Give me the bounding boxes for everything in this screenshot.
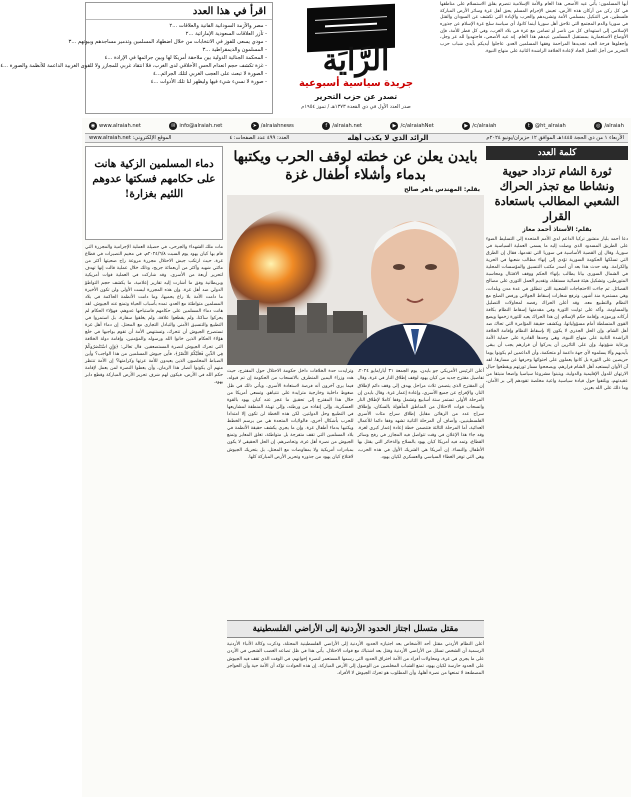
- social-link[interactable]: ▶ /c/alraiah: [462, 122, 496, 130]
- masthead: [277, 2, 435, 114]
- website-link[interactable]: ◉ www.alraiah.net: [90, 123, 141, 129]
- social-link[interactable]: ▶ /c/alraiahNet: [390, 122, 433, 130]
- social-links-bar: [85, 120, 628, 132]
- lead-body-left: وتزايدت حدة الخلافات داخل حكومة الاحتلال حول المقترح، حيث هدد وزراء اليمين المتطرف بالانسحاب من الحكومة إن تم قبوله، فيما يرى آخرون أنه فرصة لاستعادة الأسرى. ويأتي ذلك في ظل ضغوط داخلية وخارجية متزايدة على نتنياهو. وتسعى أمريكا من خلال هذا المقترح إلى تحقيق ما عجز عنه كيان يهود بالقوة العسكرية، وإلى إنقاذه من ورطته، وإلى تهيئة المنطقة لمشاريعها في التطبيع وحل الدولتين. لكن هذه الخطة لن تكون إلا امتدادا للحرب بأشكال أخرى، فالولايات المتحدة هي من يرسم الخطط ويكتبها بدماء أطفال غزة. وإن ما يجري يكشف حقيقة الأنظمة في بلاد المسلمين التي تقف متفرجة بل متواطئة، تغلق المعابر وتمنع الجيوش من نصرة أهل غزة، وتحاصرهم. إن الحل الحقيقي لا يكون بمبادرات أمريكية ولا بمفاوضات مع المحتل، بل بتحريك الجيوش لاقتلاع كيان يهود من جذوره وتحرير الأرض المباركة كلها.: [227, 369, 354, 460]
- lead-article: [227, 146, 484, 794]
- toc-item[interactable]: - مودي يسعى للفوز في الانتخابات من خلال اضطهاد المسلمين وتدمير مساجدهم وبيوتهم ...٣: [68, 39, 267, 46]
- toc-item[interactable]: - المحكمة الجنائية الدولية بين ملاحقة أمريكا لها وبين جرائمها في الإرادة ...٤: [104, 55, 267, 62]
- social-link[interactable]: f /alraiah.net: [322, 122, 362, 130]
- toc-item[interactable]: - مصر والأزمة السودانية الفانية والعلاقات ...٢: [169, 23, 267, 29]
- toc-item[interactable]: - صورة لا نسيء شيء فيها وليظهر لنا تلك الأدوات ...٤: [150, 79, 267, 86]
- lead-byline: بقلم: المهندس باهر صالح: [404, 186, 480, 194]
- toc-item[interactable]: - المسلمون والديمقراطية ...٣: [202, 47, 267, 54]
- opinion-body: مات ملك الشهداء والجرحى، في حصيلة العملية الإجرامية والمجزرة التي قام بها كيان يهود يوم السبت ٢٠٢٤/٦/٨م، في مخيم النصيرات في قطاع غزة، حيث ارتكب جيش الاحتلال مجزرة مروعة راح ضحيتها أكثر من مائتي شهيد وأكثر من أربعمائة جريح، وذلك خلال عملية قالت إنها تهدف لتحرير أربعة من الأسرى. وقد شاركت في العملية قوات أمريكية وبريطانية وفق ما أشارت إليه تقارير إعلامية، ما يكشف حجم التواطؤ الدولي ضد أهل غزة. وإن هذه المجزرة ليست الأولى ولن تكون الأخيرة ما دامت الأمة بلا راع يحميها، وما دامت الأنظمة الحاكمة في بلاد المسلمين متواطئة مع العدو، تمده بأسباب الحياة وتمنع عنه الجيوش. لقد هانت دماء المسلمين على حكامهم فاستباحها عدوهم، فهؤلاء الحكام لم يحركوا ساكنا، ولم يقطعوا علاقة، ولم يغلقوا سفارة، بل استمروا في التطبيع والتنسيق الأمني والتبادل التجاري مع المحتل. إن دماء أهل غزة تستصرخ الجيوش أن تتحرك، وتستنهض الأمة أن تقوم بواجبها في خلع هؤلاء الحكام الذين خانوا الله ورسوله والمؤمنين، وإقامة دولة الخلافة التي تحرك الجيوش لنصرة المستضعفين. قال تعالى: ﴿وَإِنِ اسْتَنْصَرُوكُمْ فِي الدِّينِ فَعَلَيْكُمُ النَّصْرُ﴾، فأين جيوش المسلمين من هذا الواجب؟ وأين الضباط المخلصون الذين يعيدون للأمة عزتها وكرامتها؟ إن الأمة تنتظر منهم أن يكونوا أنصار هذا الزمان، وأن يعطوا النصرة لمن يعمل لإقامة حكم الله في الأرض، فيكون لهم شرف تحرير الأرض المباركة وقطع دابر يهود.: [85, 245, 223, 386]
- issue-info-bar: [85, 133, 628, 143]
- issue-number: العدد: ٤٩٩ عدد الصفحات: ٤: [229, 135, 290, 141]
- opinion-headline-box[interactable]: دماء المسلمين الزكية هانت على حكامهم فسكتها عدوهم اللئيم بغزارة!: [85, 146, 223, 240]
- website-text[interactable]: الموقع الإلكتروني: www.alraiah.net: [89, 135, 172, 141]
- twitter-icon: t: [525, 122, 533, 130]
- instagram-icon: ◎: [596, 123, 601, 129]
- photo-illustration: [227, 195, 484, 365]
- section-band: كلمة العدد: [486, 146, 628, 160]
- lead-body: [227, 368, 484, 616]
- eid-intro-text: أيها المسلمون: يأتي عيد الأضحى هذا العام والأمة الإسلامية تنضرم بقلق الاستسلام على مناطقها في كل ركن من أركان هذه الأرض، تعيش الإجرام المسلم يحق أهل غزة وسائر الأرض المباركة فلسطين، في التنكيل بمسلمي الأمة وتشريدهم والحرب والإبادة التي تكشف عن السودان والقتل في سوريا والدم المجتمع التي تلاحق أهل سوريا أينما كانوا، أي سياسة سلخ غزة الإسلام عن جذوره الإسلامي إلى استهداف كل من ناصر أو تضامن مع غزة في بلاد الغرب، وفي كل قطر للأمة، فإن الأوضاع الاستعمارية بمستقبل المسلمين عيدهم هذا العام. إنه عيد الأضحى، فاجتهدوا لله عز وجل، واجعلوها فرحة العيد تجديدها المزاحمة وفقها المسلمين العدو. عاجلوا أيديكم بأيدي شباب حزب التحرير من أجل العمل الجاد لإعادة الخلافة الراشدة الثانية على منهاج النبوة.: [440, 2, 628, 54]
- social-link[interactable]: ◎ /alraiah: [596, 123, 624, 129]
- newspaper-subtitle: جريدة سياسية أسبوعية: [298, 78, 414, 89]
- editorial-byline: بقلم: الأستاذ أحمد معاز: [522, 225, 592, 233]
- secondary-headline[interactable]: مقتل متسلل اجتاز الحدود الأردنية إلى الأراضي الفلسطينية: [227, 620, 484, 638]
- social-link[interactable]: t @ht_alraiah: [525, 122, 566, 130]
- toc-item[interactable]: - الصورة لا تبعث على العجب الغربي لتلك الجرائم...٤: [153, 71, 267, 78]
- email-icon: ✉: [171, 123, 176, 129]
- secondary-body: أعلن النظام الأردني مقتل أحد الأشخاص بعد اجتيازه الحدود الأردنية إلى الأراضي الفلسطينية المحتلة، وذكرت وكالة الأنباء الأردنية الرسمية أن الشخص تسلل من الأراضي الأردنية وقتل بعد اشتباك مع قوات الاحتلال. يأتي هذا في ظل تصاعد الغضب الشعبي في الأردن على ما يجري في غزة، ومحاولات أفراد من الأمة اختراق الحدود التي رسمها المستعمر لنصرة إخوانهم، في الوقت الذي تقف فيه الجيوش على الحدود حارسة لكيان يهود، تمنع الشباب المخلصين من الوصول إلى الأرض المباركة. إن هذه الحوادث تؤكد أن الأمة حية وأن الحواجز المصطنعة لا تمنعها من نصرة أهلها، وأن المطلوب هو تحرك الجيوش لا الأفراد.: [227, 642, 484, 676]
- established-line: صدر العدد الأول في ذي القعدة ١٣٧٣هـ / تموز ١٩٥٤م: [301, 104, 411, 110]
- editorial-title[interactable]: ثورة الشام تزداد حيوية ونشاطا مع تجذر الحراك الشعبي المطالب باستعادة القرار: [494, 164, 620, 223]
- toc-item[interactable]: - غزة تكشف حجم انعدام الحس الأخلاقي لدى الغرب، فلا انتقاد غربي للمجازر ولا للقوى الغربية الداعمة للأنظمة والصورة ...٤: [0, 63, 267, 70]
- toc-item[interactable]: - تآزر العلاقات السعودية الإماراتية ...٢: [185, 31, 267, 38]
- lead-body-right: أعلن الرئيس الأمريكي جو بايدن، يوم الجمعة ٣١ أيار/مايو ٢٠٢٤، تفاصيل مقترح جديد من كيان يهود لوقف إطلاق النار في غزة، وقال إن المقترح الذي يتضمن ثلاث مراحل يهدف إلى وقف دائم لإطلاق النار، والإفراج عن جميع الأسرى، وإعادة إعمار غزة. وقال بايدن إن المرحلة الأولى تستمر ستة أسابيع وتشمل وقفا كاملا لإطلاق النار وانسحاب قوات الاحتلال من المناطق المأهولة بالسكان، وإطلاق سراح عدد من الرهائن مقابل إطلاق سراح مئات الأسرى الفلسطينيين، وأضاف أن المرحلة الثانية تشهد وقفا دائما للأعمال العدائية، أما المرحلة الثالثة فتتضمن خطة إعادة إعمار كبرى لغزة. وقد جاء هذا الإعلان في وقت تتواصل فيه المجازر في رفح وسائر القطاع، وتمد فيه أمريكا كيان يهود بالسلاح والذخائر التي يقتل بها الأطفال والنساء. إن أمريكا هي الشريك الأول في هذه الحرب، وهي التي توفر الغطاء السياسي والعسكري لكيان يهود.: [357, 369, 484, 460]
- lead-photo: [227, 195, 484, 365]
- opinion-column: [85, 146, 223, 794]
- editorial-column: [486, 146, 628, 794]
- toc-title: اقرأ في هذا العدد: [86, 3, 272, 20]
- globe-icon: ◉: [90, 123, 96, 129]
- email-link[interactable]: ✉ info@alraiah.net: [171, 123, 223, 129]
- lead-headline[interactable]: بايدن يعلن عن خطته لوقف الحرب ويكتبها بدماء وأشلاء أطفال غزة: [233, 149, 478, 184]
- table-of-contents: [0, 2, 273, 114]
- youtube-icon: ▶: [462, 122, 470, 130]
- facebook-icon: f: [322, 122, 330, 130]
- telegram-icon: ➤: [252, 123, 257, 129]
- youtube-icon: ▶: [390, 122, 398, 130]
- social-link[interactable]: ➤ /alraiahnews: [252, 123, 294, 129]
- editorial-body: دعا أحمد بلبار منشور تركيا الداعم لدى الأمم المتحدة إلى التسليط الضوء على الطريق المسدود الذي وصلت إليه ما يسمى العملية السياسية في سوريا، وقال إن القضية الأساسية في سوريا التي تقدمها، فقال إن الطرق التي تسلكها الحكومة السورية تؤدي إلى إنهاء مطالب شعبها في الحرية والكرامة. وقد حدث هذا بعد أن أصدر مكتب التنسيق والمؤسسات المحلية في الشمال السوري بيانا يطالب بإنهاء الحكم ووقف الاقتتال ومحاسبة المتورطين، وتشكيل هيئة قضائية مستقلة، وتقديم العمل الثوري على مصالح الفصائل. ثم جاءت الاحتجاجات الشعبية التي تنطلق في عدة مدن وبلدات، وهي مستمرة منذ أشهر، وترفع شعارات إسقاط الجولاني ورفض الصلح مع النظام والتطبيع معه. وقد أعلن الحراك رفضه لمحاولات التضليل والمساومة، وأكد على ثوابت الثورة وفي مقدمتها إسقاط النظام بكافة أركانه ورموزه، وإقامة حكم الإسلام. إن هذا الحراك يعيد للثورة زخمها ويضع القوى المتسلطة أمام مسؤولياتها، ويكشف حقيقة المؤامرة التي تحاك ضد أهل الشام. وإن الحل الجذري لا يكون إلا بإسقاط النظام وإقامة الخلافة الراشدة الثانية على منهاج النبوة، وهي وحدها القادرة على حماية الأمة ورعاية شؤونها، وإن على الثائرين أن يدركوا أن قرارهم يجب أن يبقى بأيديهم وألا يسلموه لأي جهة داعمة أو متحكمة، وأن الداعمين لم يكونوا يوما حريصين على الثورة بل كانوا يعملون على احتوائها وحرفها عن مسارها. لقد آن الأوان ليستعيد أهل الشام قرارهم، ويصححوا مسار ثورتهم ويقطعوا حبال الارتهان للدول الإقليمية والدولية، ويتبنوا مشروعا سياسيا واضحا منبثقا من عقيدتهم، ويلتفوا حول قيادة سياسية واعية مخلصة تقودهم إلى بر الأمان، وما ذلك على الله بعزيز.: [486, 236, 628, 392]
- slogan: الرائد الذي لا يكذب أهله: [347, 134, 429, 142]
- masthead-header: [0, 0, 631, 118]
- newspaper-name: الرَّايَة: [322, 43, 390, 78]
- publisher-line: تصدر عن حزب التحرير: [314, 92, 398, 101]
- issue-date: الأربعاء ١ من ذي الحجة ١٤٤٥هـ الموافق ١٢ حزيران/يونيو ٢٠٢٤م: [486, 135, 624, 141]
